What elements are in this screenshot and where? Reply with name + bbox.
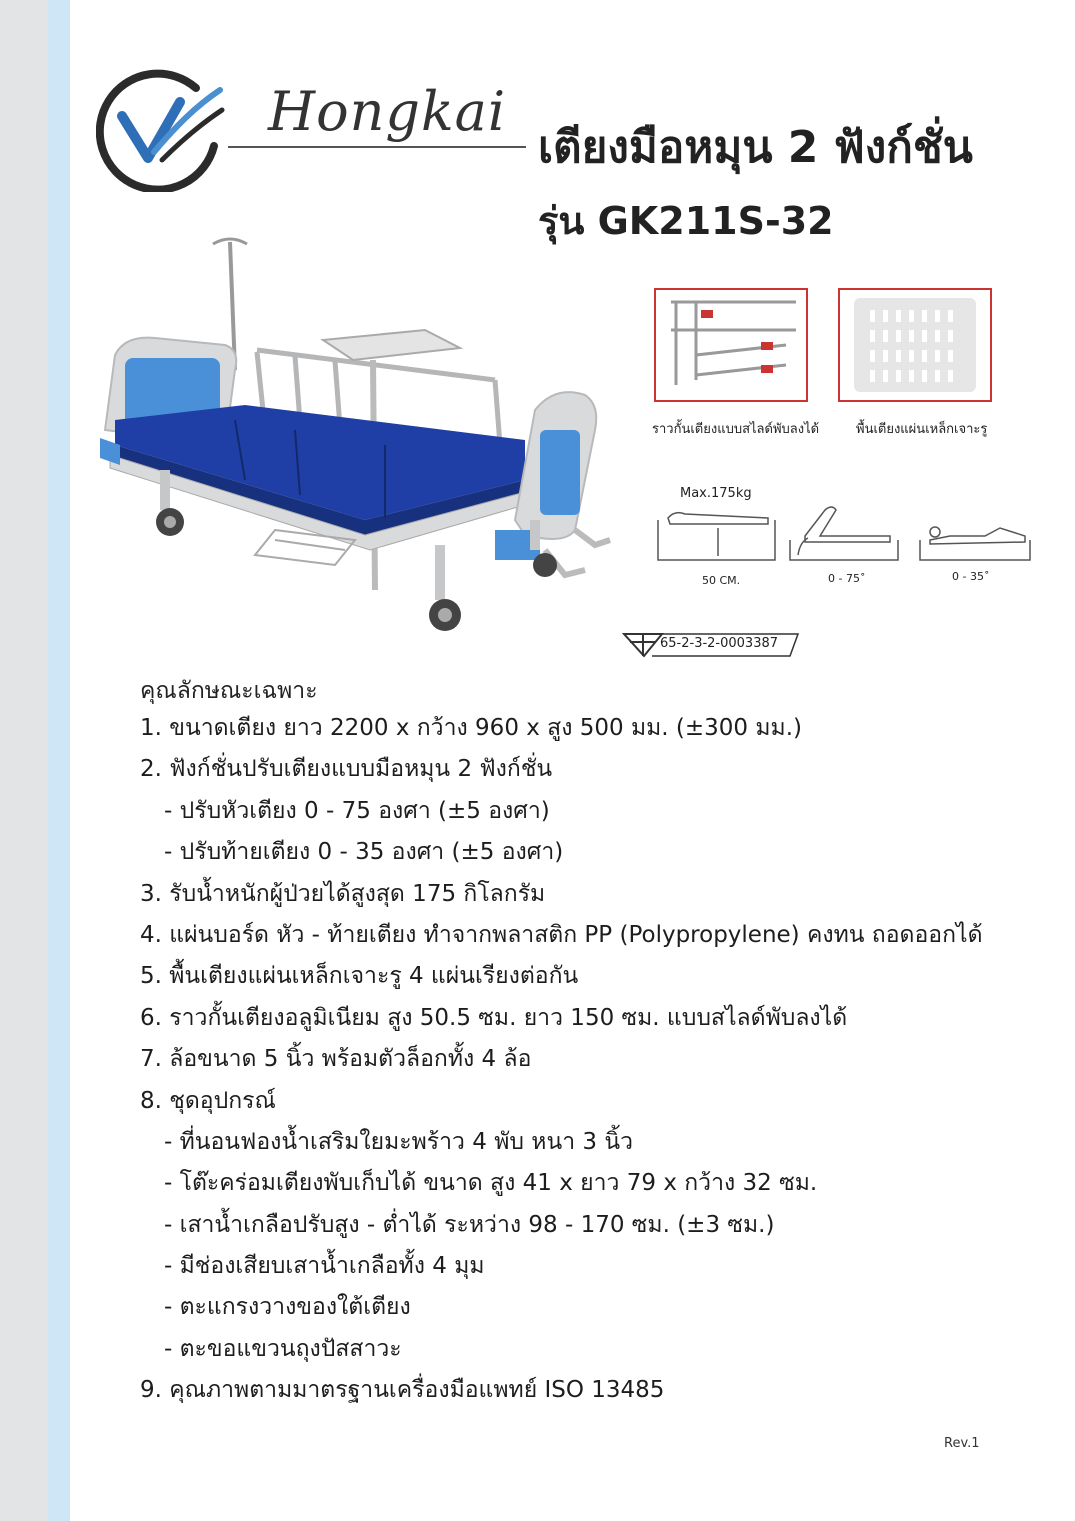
spec-item: - มีช่องเสียบเสาน้ำเกลือทั้ง 4 มุม [164, 1253, 485, 1280]
panel-caption: พื้นเตียงแผ่นเหล็กเจาะรู [856, 422, 988, 437]
spec-item: 3. รับน้ำหนักผู้ป่วยได้สูงสุด 175 กิโลกรัม [140, 880, 546, 907]
spec-item: 4. แผ่นบอร์ด หัว - ท้ายเตียง ทำจากพลาสติก PP (Polypropylene) คงทน ถอดออกได้ [140, 921, 983, 948]
certificate-number: 65-2-3-2-0003387 [660, 636, 779, 651]
revision-label: Rev.1 [944, 1436, 980, 1451]
hongkai-logo [96, 66, 228, 192]
side-rail-detail-image [654, 288, 808, 402]
head-angle-label: 0 - 75˚ [828, 572, 866, 585]
spec-item: 9. คุณภาพตามมาตรฐานเครื่องมือแพทย์ ISO 13485 [140, 1377, 665, 1404]
spec-item: - ตะขอแขวนถุงปัสสาวะ [164, 1335, 402, 1362]
perforated-panel-image [838, 288, 992, 402]
spec-item: 2. ฟังก์ชั่นปรับเตียงแบบมือหมุน 2 ฟังก์ชั่น [140, 756, 553, 783]
spec-item: 6. ราวกั้นเตียงอลูมิเนียม สูง 50.5 ซม. ยาว 150 ซม. แบบสไลด์พับลงได้ [140, 1004, 848, 1031]
spec-item: 5. พื้นเตียงแผ่นเหล็กเจาะรู 4 แผ่นเรียงต่อกัน [140, 963, 579, 990]
spec-item: - ปรับหัวเตียง 0 - 75 องศา (±5 องศา) [164, 797, 550, 824]
spec-item: - เสาน้ำเกลือปรับสูง - ต่ำได้ ระหว่าง 98 - 170 ซม. (±3 ซม.) [164, 1211, 775, 1238]
side-rail-caption: ราวกั้นเตียงแบบสไลด์พับลงได้ [652, 422, 820, 437]
spec-item: - ปรับท้ายเตียง 0 - 35 องศา (±5 องศา) [164, 839, 564, 866]
spec-item: 7. ล้อขนาด 5 นิ้ว พร้อมตัวล็อกทั้ง 4 ล้อ [140, 1046, 532, 1073]
foot-angle-label: 0 - 35˚ [952, 570, 990, 583]
model-number: รุ่น GK211S-32 [538, 199, 834, 243]
spec-item: - โต๊ะคร่อมเตียงพับเก็บได้ ขนาด สูง 41 x ยาว 79 x กว้าง 32 ซม. [164, 1170, 818, 1197]
spec-item: - ที่นอนฟองน้ำเสริมใยมะพร้าว 4 พับ หนา 3 นิ้ว [164, 1128, 633, 1155]
brand-underline [228, 146, 526, 148]
left-blue-strip [48, 0, 70, 1521]
spec-list [140, 708, 1040, 1412]
brand-name: Hongkai [268, 80, 507, 143]
spec-item: 1. ขนาดเตียง ยาว 2200 x กว้าง 960 x สูง 500 มม. (±300 มม.) [140, 715, 802, 741]
page-title: เตียงมือหมุน 2 ฟังก์ชั่น [538, 122, 973, 173]
spec-heading: คุณลักษณะเฉพาะ [140, 678, 318, 704]
max-load-label: Max.175kg [680, 486, 752, 501]
left-grey-strip [0, 0, 48, 1521]
spec-item: 8. ชุดอุปกรณ์ [140, 1087, 276, 1114]
hospital-bed-image [95, 230, 615, 650]
spec-item: - ตะแกรงวางของใต้เตียง [164, 1294, 411, 1321]
flat-position-label: 50 CM. [702, 574, 741, 587]
